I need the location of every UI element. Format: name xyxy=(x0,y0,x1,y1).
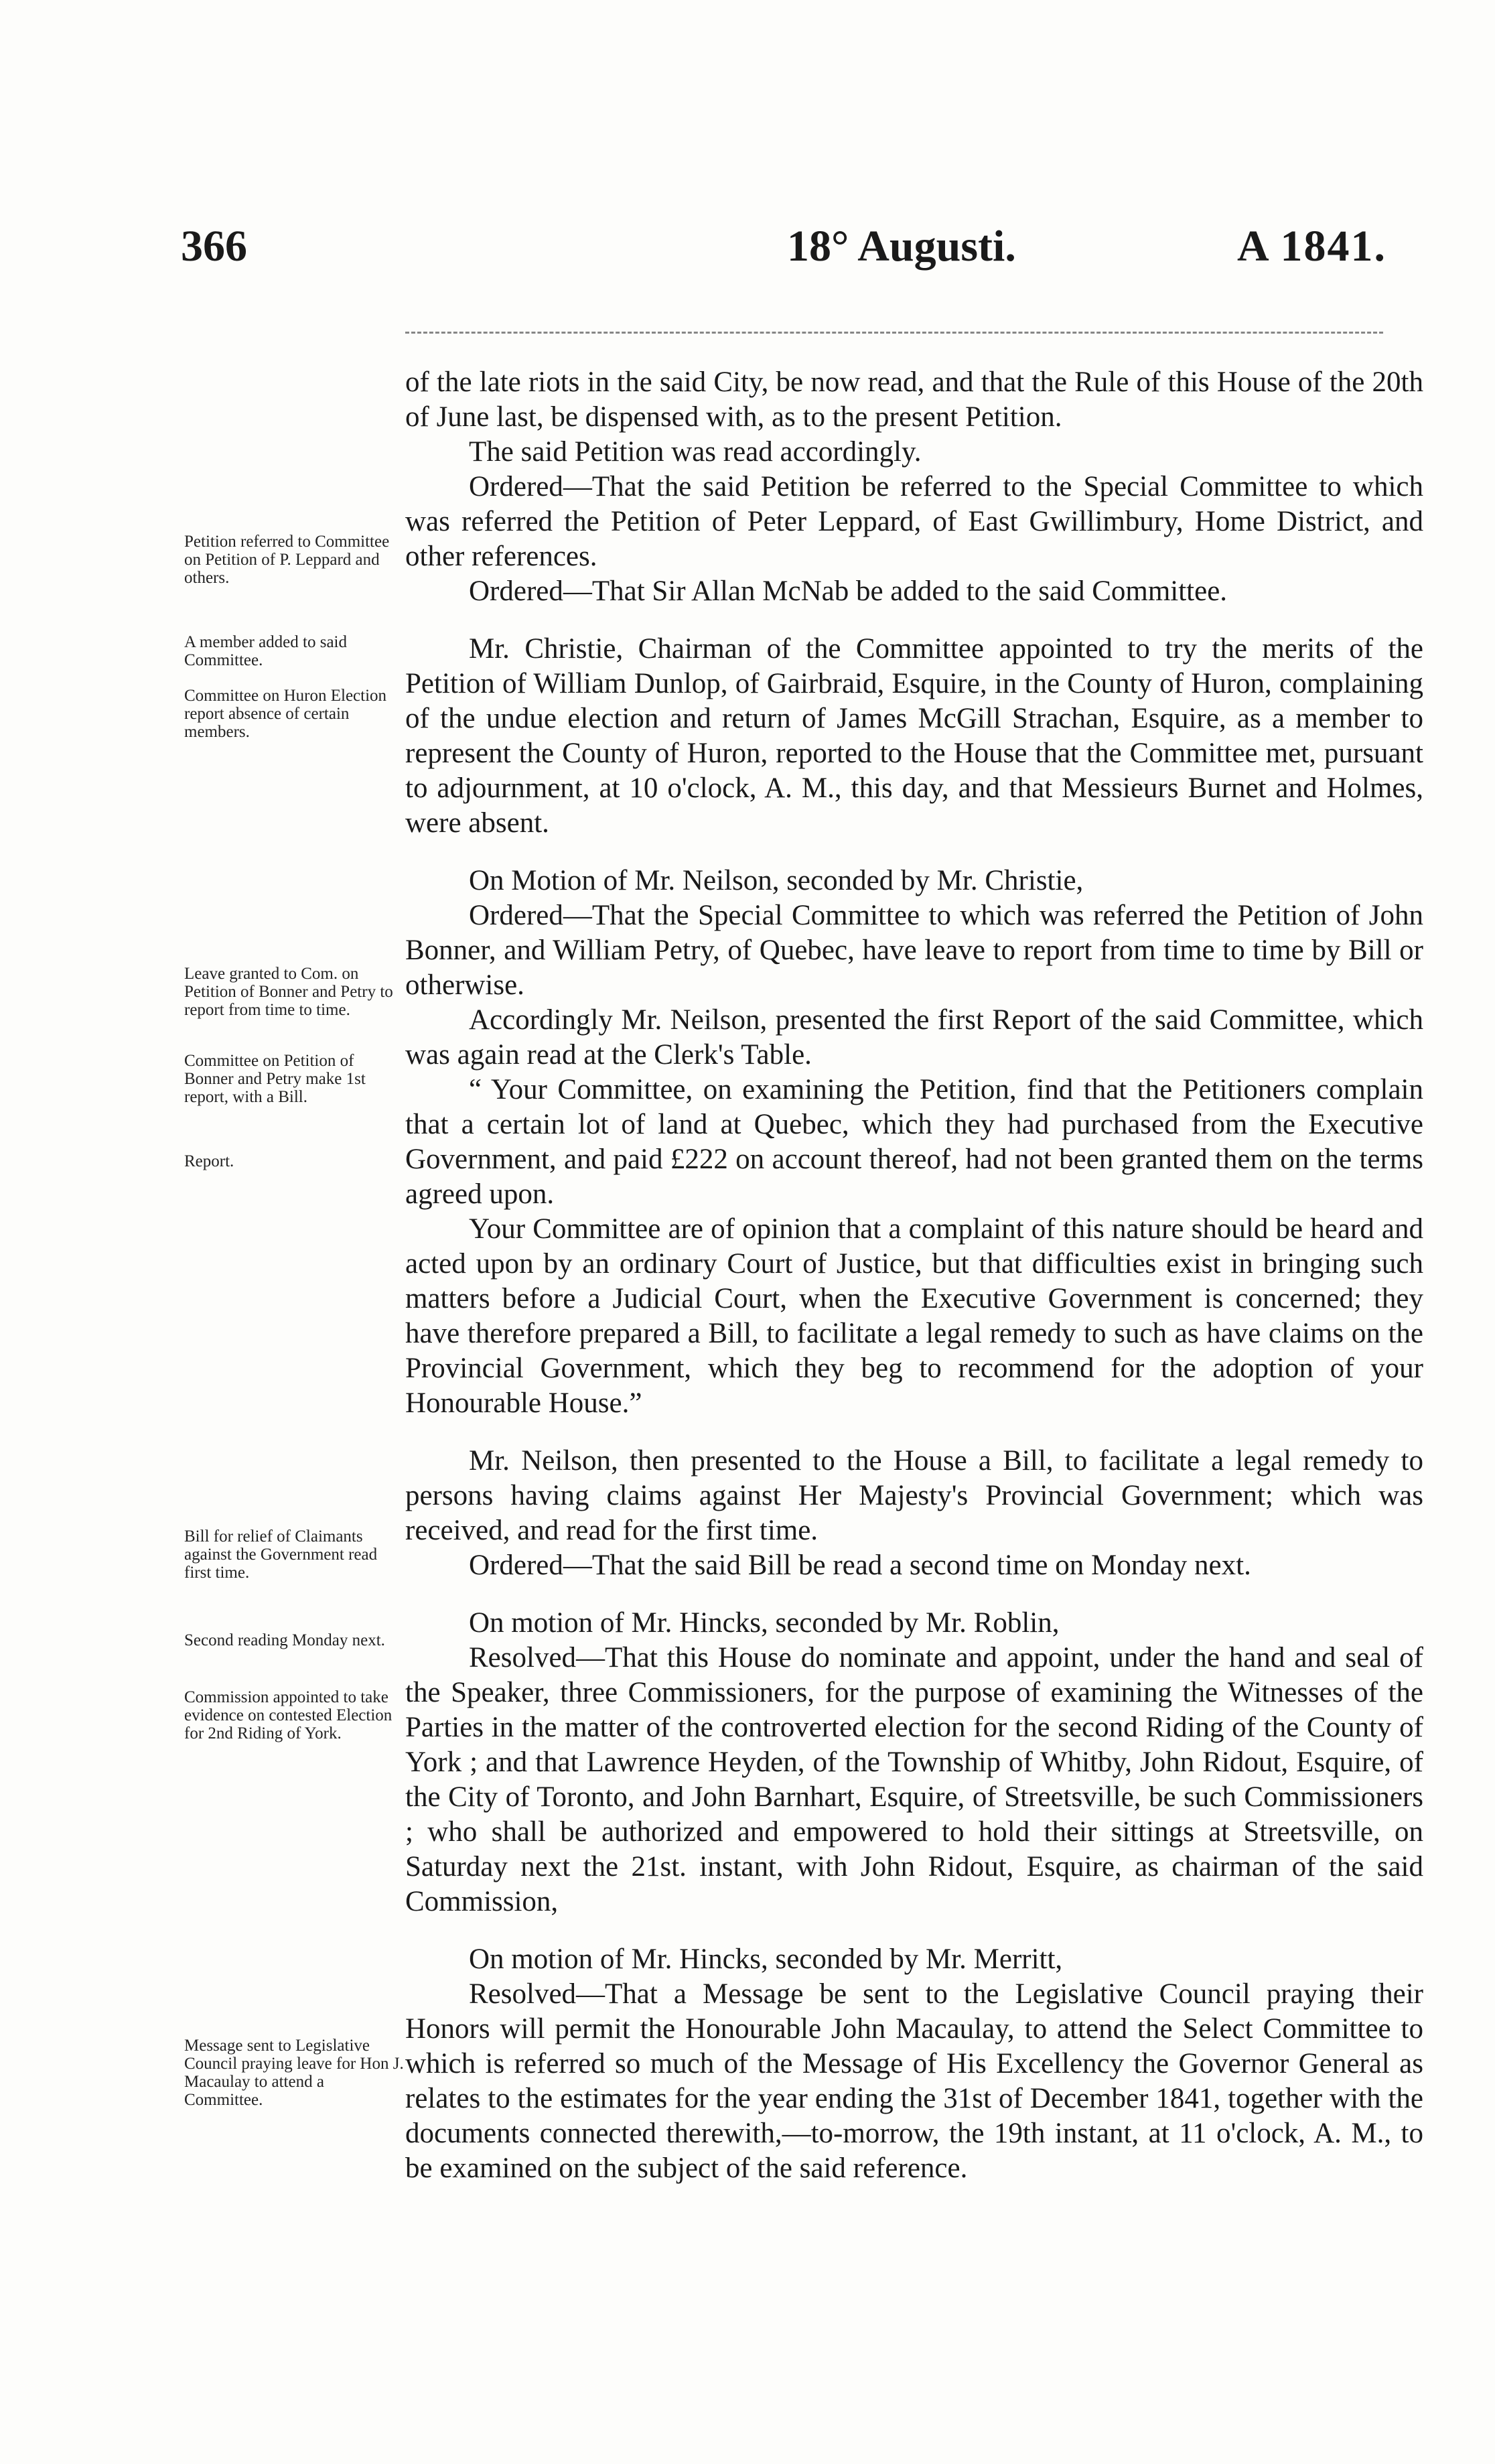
margin-note: Report. xyxy=(184,1152,234,1170)
paragraph: On motion of Mr. Hincks, seconded by Mr. Roblin, xyxy=(469,1607,1060,1639)
margin-note: Leave granted to Com. on Petition of Bonner and Petry to report from time to time. xyxy=(184,965,393,1019)
margin-note: Bill for relief of Claimants against the Government read first time. xyxy=(184,1527,378,1582)
paragraph: The said Petition was read accordingly. xyxy=(469,436,922,468)
margin-note: Petition referred to Committee on Petition of P. Leppard and others. xyxy=(184,533,390,587)
paragraph: Accordingly Mr. Neilson, presented the first Report of the said Committee, which was again read at the Clerk's Table. xyxy=(405,1004,1423,1071)
paragraph: Ordered—That the said Bill be read a second time on Monday next. xyxy=(469,1550,1251,1581)
paragraph: Ordered—That the said Petition be referred to the Special Committee to which was referred the Petition of Peter Leppard, of East Gwillimbury, Home District, and other references. xyxy=(405,471,1423,572)
paragraph: Resolved—That this House do nominate and appoint, under the hand and seal of the Speaker, three Commissioners, for the purpose of examining the Witnesses of the Parties in the matter of the controverted election for the second Riding of the County of York ; and that Lawrence Heyden, of the Township of Whitby, John Ridout, Esquire, of the City of Toronto, and John Barnhart, Esquire, of Streetsville, be such Commissioners ; who shall be authorized and empowered to hold their sittings at Streetsville, on Saturday next the 21st. instant, with John Ridout, Esquire, as chairman of the said Commission, xyxy=(405,1642,1423,1917)
margin-note: Committee on Huron Election report absence of certain members. xyxy=(184,687,387,741)
page-number: 366 xyxy=(181,222,247,271)
header-rule xyxy=(405,332,1383,334)
page-year: A 1841. xyxy=(1236,222,1386,271)
page-header xyxy=(181,221,1386,288)
margin-note: Message sent to Legislative Council praying leave for Hon J. Macaulay to attend a Committee. xyxy=(184,2037,404,2109)
paragraph: Ordered—That the Special Committee to which was referred the Petition of John Bonner, and William Petry, of Quebec, have leave to report from time to time by Bill or otherwise. xyxy=(405,900,1423,1001)
paragraph: Ordered—That Sir Allan McNab be added to the said Committee. xyxy=(469,575,1228,607)
page-date: 18° Augusti. xyxy=(787,222,1016,271)
margin-note: Commission appointed to take evidence on contested Election for 2nd Riding of York. xyxy=(184,1688,393,1742)
body-text xyxy=(405,365,1423,2186)
margin-note: A member added to said Committee. xyxy=(184,633,347,669)
margin-note: Committee on Petition of Bonner and Petry make 1st report, with a Bill. xyxy=(184,1052,366,1106)
paragraph: Mr. Neilson, then presented to the House a Bill, to facilitate a legal remedy to persons having claims against Her Majesty's Provincial Government; which was received, and read for the first time. xyxy=(405,1445,1423,1546)
paragraph: Mr. Christie, Chairman of the Committee appointed to try the merits of the Petition of William Dunlop, of Gairbraid, Esquire, in the County of Huron, complaining of the undue election and return of James McGill Strachan, Esquire, as a member to represent the County of Huron, reported to the House that the Committee met, pursuant to adjournment, at 10 o'clock, A. M., this day, and that Messieurs Burnet and Holmes, were absent. xyxy=(405,633,1423,839)
paragraph: of the late riots in the said City, be now read, and that the Rule of this House of the 20th of June last, be dispensed with, as to the present Petition. xyxy=(405,366,1423,433)
paragraph: Your Committee are of opinion that a complaint of this nature should be heard and acted upon by an ordinary Court of Justice, but that difficulties exist in bringing such matters before a Judicial Court, when the Executive Government is concerned; they have therefore prepared a Bill, to facilitate a legal remedy to such as have claims on the Provincial Government, which they beg to recommend for the adoption of your Honourable House.” xyxy=(405,1213,1423,1419)
paragraph: “ Your Committee, on examining the Petition, find that the Petitioners complain that a certain lot of land at Quebec, which they had purchased from the Executive Government, and paid £222 on account thereof, had not been granted them on the terms agreed upon. xyxy=(405,1074,1423,1210)
paragraph: On Motion of Mr. Neilson, seconded by Mr. Christie, xyxy=(469,865,1084,896)
paragraph: On motion of Mr. Hincks, seconded by Mr. Merritt, xyxy=(469,1943,1063,1975)
margin-note: Second reading Monday next. xyxy=(184,1631,385,1649)
paragraph: Resolved—That a Message be sent to the Legislative Council praying their Honors will permit the Honourable John Macaulay, to attend the Select Committee to which is referred so much of the Message of His Excellency the Governor General as relates to the estimates for the year ending the 31st of December 1841, together with the documents connected therewith,—to-morrow, the 19th instant, at 11 o'clock, A. M., to be examined on the subject of the said reference. xyxy=(405,1978,1423,2184)
